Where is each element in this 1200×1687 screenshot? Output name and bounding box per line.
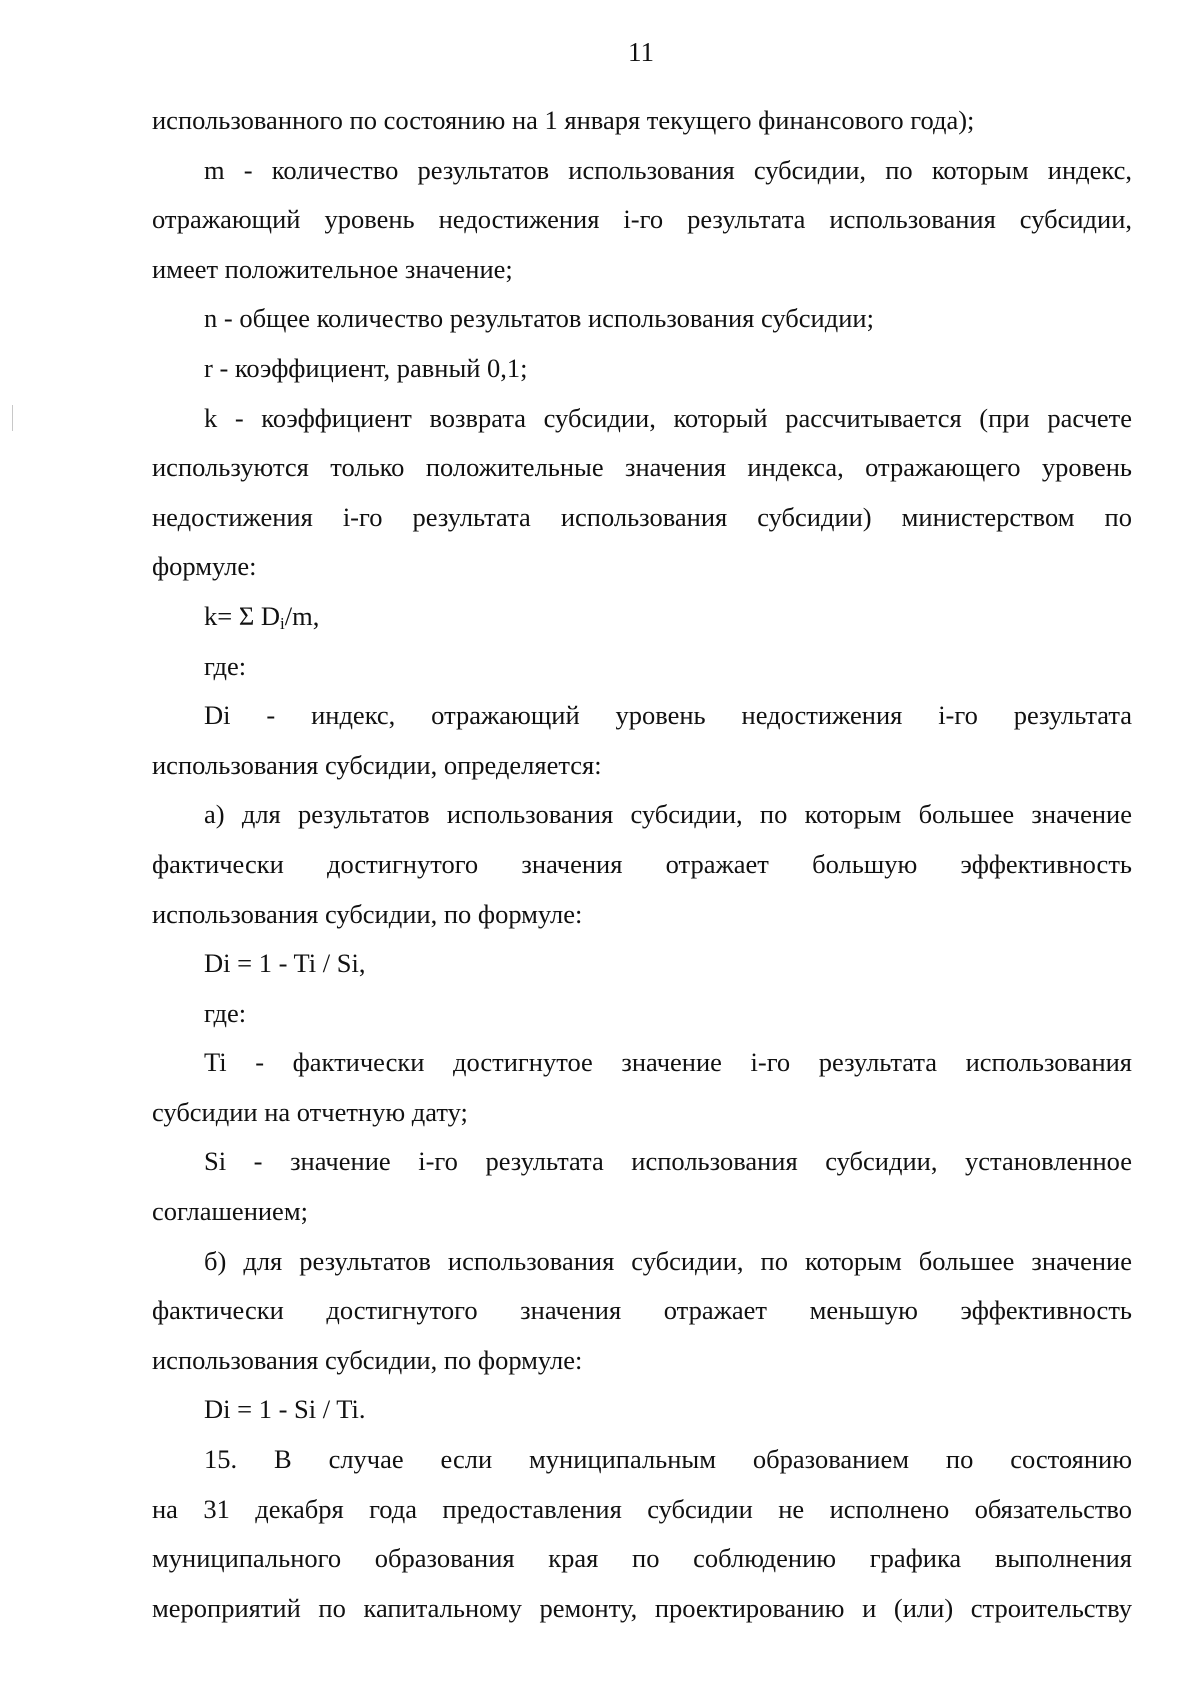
text-line: муниципального образования края по соблюдению графика выполнения (152, 1543, 1132, 1574)
text-line: формуле: (152, 551, 257, 582)
text-line: мероприятий по капитальному ремонту, проектированию и (или) строительству (152, 1592, 1132, 1623)
text-line: а) для результатов использования субсидии, по которым большее значение (204, 799, 1132, 830)
text-line: где: (204, 997, 247, 1028)
formula-part: /m, (284, 600, 320, 631)
formula-part: k= Σ D (204, 600, 281, 631)
text-line: Di - индекс, отражающий уровень недостижения i-го результата (204, 700, 1132, 731)
text-line: на 31 декабря года предоставления субсидии не исполнено обязательство (152, 1493, 1132, 1524)
text-line: где: (204, 650, 247, 681)
text-line: k - коэффициент возврата субсидии, который рассчитывается (при расчете (204, 402, 1132, 433)
text-line: субсидии на отчетную дату; (152, 1096, 468, 1127)
text-line: r - коэффициент, равный 0,1; (204, 352, 528, 383)
text-line: Si - значение i-го результата использования субсидии, установленное (204, 1146, 1132, 1177)
text-line: имеет положительное значение; (152, 253, 513, 284)
text-line: соглашением; (152, 1196, 308, 1227)
text-line: недостижения i-го результата использования субсидии) министерством по (152, 501, 1132, 532)
text-line: n - общее количество результатов использования субсидии; (204, 303, 874, 334)
text-line: использования субсидии, определяется: (152, 749, 602, 780)
text-line: 15. В случае если муниципальным образованием по состоянию (204, 1444, 1132, 1475)
text-line: Di = 1 - Ti / Si, (204, 948, 366, 979)
text-line: использованного по состоянию на 1 января текущего финансового года); (152, 105, 975, 135)
margin-mark (12, 405, 13, 431)
text-line: отражающий уровень недостижения i-го результата использования субсидии, (152, 204, 1132, 235)
text-line: используются только положительные значения индекса, отражающего уровень (152, 452, 1132, 483)
text-line: использования субсидии, по формуле: (152, 1344, 583, 1375)
text-line: б) для результатов использования субсидии, по которым большее значение (204, 1245, 1132, 1276)
text-line: использования субсидии, по формуле: (152, 898, 583, 929)
text-line: фактически достигнутого значения отражает меньшую эффективность (152, 1295, 1132, 1326)
text-line: фактически достигнутого значения отражает большую эффективность (152, 848, 1132, 879)
formula-line (152, 592, 1132, 642)
page-number: 11 (628, 37, 654, 67)
text-line: m - количество результатов использования субсидии, по которым индекс, (204, 154, 1132, 185)
document-body (152, 96, 1132, 1633)
formula-subscript: i (280, 613, 285, 633)
text-line: Ti - фактически достигнутое значение i-го результата использования (204, 1047, 1132, 1078)
text-line: Di = 1 - Si / Ti. (204, 1394, 366, 1425)
